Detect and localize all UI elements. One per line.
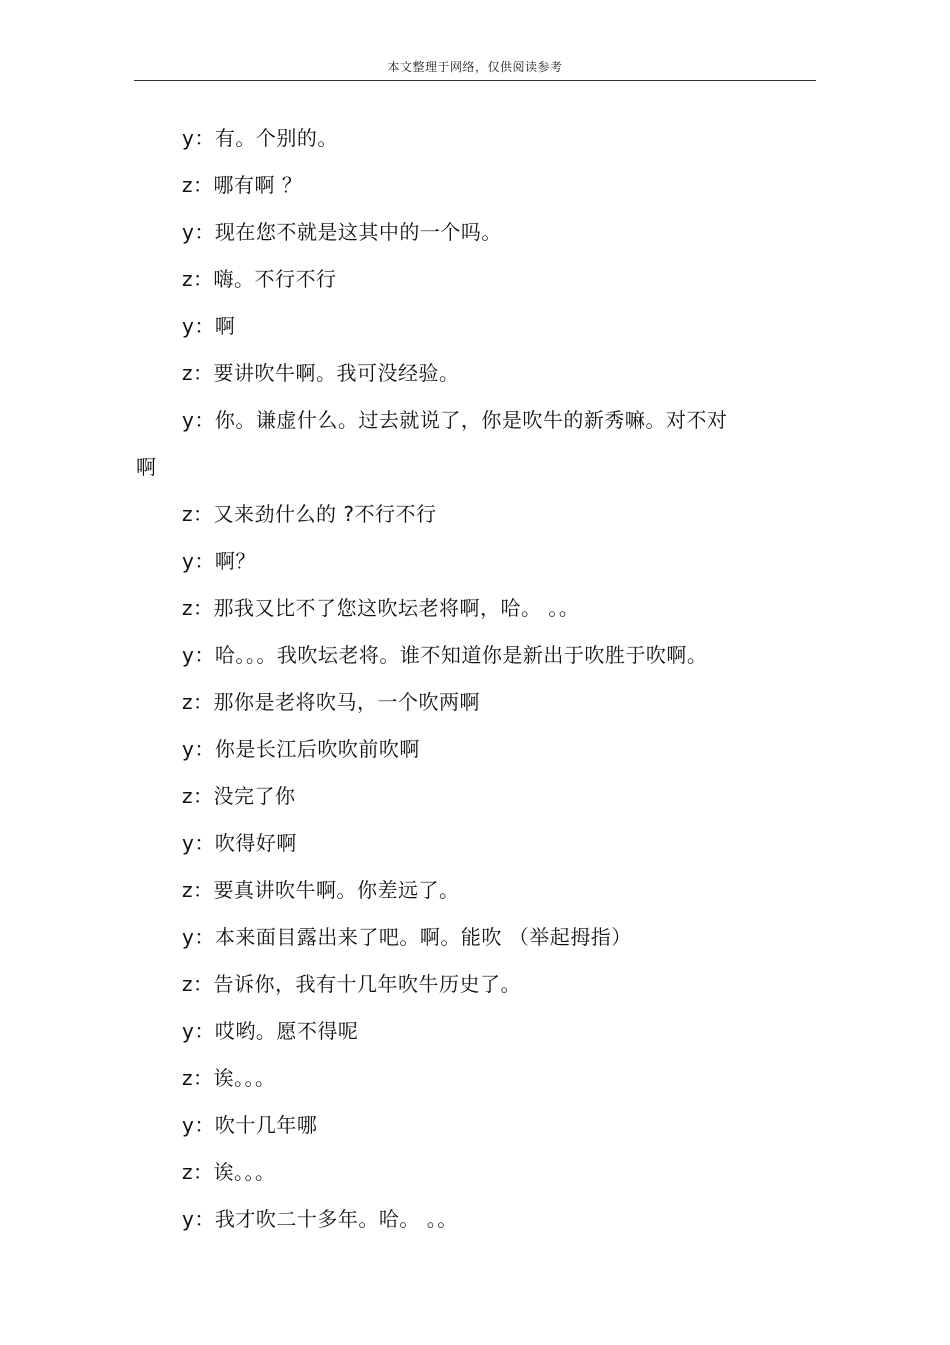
dialogue-line: y：哎哟。愿不得呢 bbox=[182, 1019, 359, 1043]
dialogue-line: y：吹十几年哪 bbox=[182, 1113, 318, 1137]
dialogue-line: y：有。个别的。 bbox=[182, 126, 338, 150]
dialogue-line: z：哪有啊 ？ bbox=[182, 173, 303, 197]
dialogue-line: y：现在您不就是这其中的一个吗。 bbox=[182, 220, 502, 244]
dialogue-line: z：告诉你，我有十几年吹牛历史了。 bbox=[182, 972, 521, 996]
dialogue-line: z：要讲吹牛啊。我可没经验。 bbox=[182, 361, 460, 385]
page-header: 本文整理于网络，仅供阅读参考 bbox=[387, 60, 563, 74]
dialogue-line: y：哈。。。我吹坛老将。谁不知道你是新出于吹胜于吹啊。 bbox=[182, 643, 708, 667]
dialogue-body bbox=[136, 115, 776, 1243]
dialogue-line: y：本来面目露出来了吧。啊。能吹 （举起拇指） bbox=[182, 925, 632, 949]
dialogue-line: z：嗨。不行不行 bbox=[182, 267, 337, 291]
dialogue-line: y：你是长江后吹吹前吹啊 bbox=[182, 737, 420, 761]
dialogue-line: z：诶。。。 bbox=[182, 1066, 276, 1090]
dialogue-line: z：又来劲什么的 ?不行不行 bbox=[182, 502, 437, 526]
dialogue-line: z：没完了你 bbox=[182, 784, 296, 808]
dialogue-line: y：你。谦虚什么。过去就说了，你是吹牛的新秀嘛。对不对 bbox=[182, 408, 728, 432]
header-divider bbox=[134, 80, 816, 81]
dialogue-line: y：我才吹二十多年。哈。 。。 bbox=[182, 1207, 458, 1231]
dialogue-line-continuation: 啊 bbox=[136, 455, 157, 479]
dialogue-line: y：啊？ bbox=[182, 549, 256, 573]
dialogue-line: y：啊 bbox=[182, 314, 236, 338]
dialogue-line: z：诶。。。 bbox=[182, 1160, 276, 1184]
dialogue-line: z：那我又比不了您这吹坛老将啊，哈。 。。 bbox=[182, 596, 580, 620]
dialogue-line: z：要真讲吹牛啊。你差远了。 bbox=[182, 878, 460, 902]
dialogue-line: z：那你是老将吹马，一个吹两啊 bbox=[182, 690, 480, 714]
dialogue-line: y：吹得好啊 bbox=[182, 831, 297, 855]
